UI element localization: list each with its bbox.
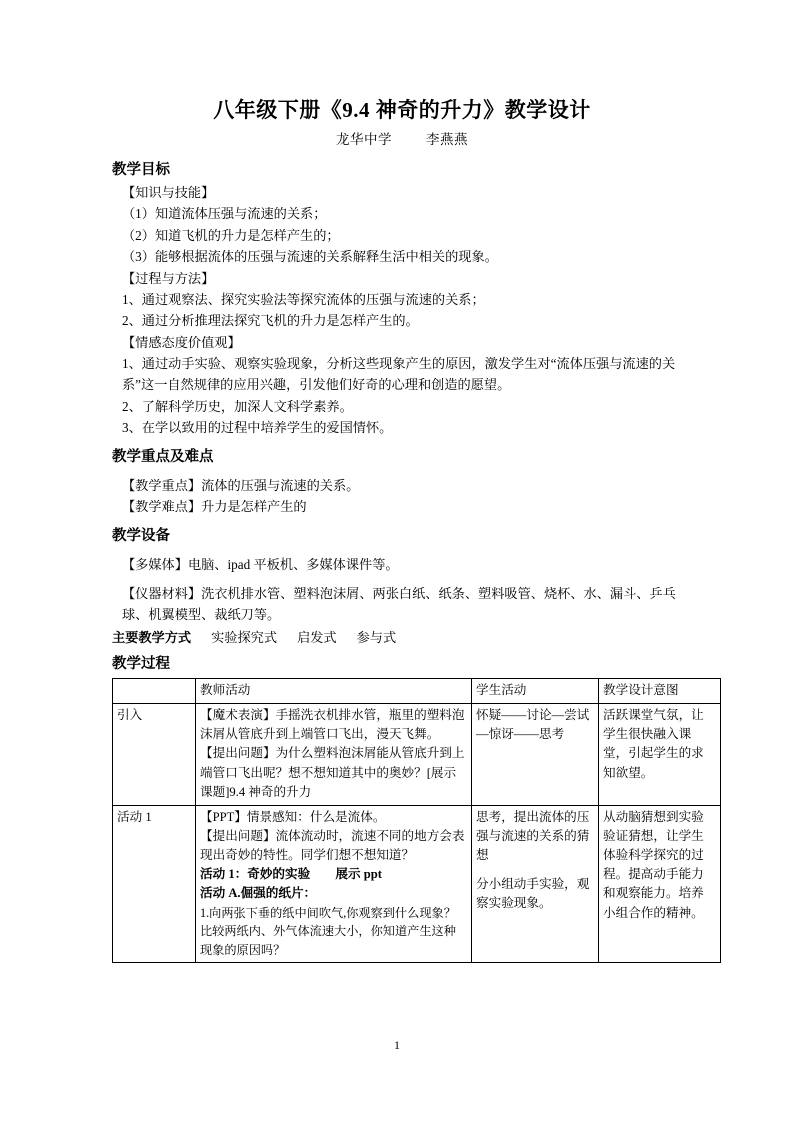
teaching-process-table [112,678,721,963]
row-student-introduction [472,704,599,806]
equipment-materials-label: 【仪器材料】 [122,585,202,601]
student-para-1: 思考，提出流体的压强与流速的关系的猜想 [476,809,590,863]
teaching-methods-line [112,627,692,648]
table-header-teacher: 教师活动 [196,678,472,703]
key-points-difficulty-label: 【教学难点】 [122,499,202,515]
row-student-activity-1 [472,805,599,962]
objectives-knowledge-item-2: （2）知道飞机的升力是怎样产生的； [122,227,340,243]
objectives-knowledge-item-3: （3）能够根据流体的压强与流速的关系解释生活中相关的现象。 [122,249,498,265]
page-title: 八年级下册《9.4 神奇的升力》教学设计 [213,98,591,122]
student-para-2: 分小组动手实验，观察实验现象。 [476,877,590,911]
page-number: 1 [394,1038,400,1052]
equipment-materials-text: 洗衣机排水管、塑料泡沫屑、两张白纸、纸条、塑料吸管、烧杯、水、漏斗、乒乓球、机翼模型、裁纸刀等。 [122,585,676,622]
key-points-difficulty [112,496,692,517]
table-row [113,704,721,806]
objectives-knowledge-item-1: （1）知道流体压强与流速的关系； [122,206,327,222]
teacher-para-1: 【PPT】情景感知：什么是流体。 [200,809,386,824]
equipment-media [112,554,692,575]
intent-para-1: 活跃课堂气氛，让学生很快融入课堂，引起学生的求知欲望。 [603,708,704,780]
teacher-para-2: 【提出问题】流体流动时，流速不同的地方会表现出奇妙的特性。同学们想不想知道？ [200,828,465,863]
row-stage-introduction: 引入 [113,704,196,806]
objectives-process-item-2: 2、通过分析推理法探究飞机的升力是怎样产生的。 [122,313,419,329]
teaching-method-3: 参与式 [356,630,397,646]
objectives-emotion-item-1: 1、通过动手实验、观察实验现象，分析这些现象产生的原因，激发学生对“流体压强与流速的关系”这一自然规律的应用兴趣，引发他们好奇的心理和创造的愿望。 [122,356,676,393]
row-teacher-activity-1 [196,805,472,962]
teacher-para-5: 1.向两张下垂的纸中间吹气,你观察到什么现象？比较两纸内、外气体流速大小，你知道产生这种现象的原因吗？ [200,905,456,957]
document-content [112,96,704,963]
row-intent-introduction [599,704,721,806]
key-points-focus [112,475,692,496]
student-cell-spacer [476,865,594,875]
teacher-para-3: 活动 1：奇妙的实验 展示 ppt [200,867,382,882]
section-heading-key-points: 教学重点及难点 [112,448,214,465]
key-points-focus-label: 【教学重点】 [122,478,202,494]
table-header-stage [113,678,196,703]
objectives-emotion-item-2: 2、了解科学历史，加深人文科学素养。 [122,398,353,414]
author-name: 李燕燕 [426,132,468,148]
table-header-row [113,678,721,703]
equipment-materials [112,583,692,626]
objectives-process-label: 【过程与方法】 [122,270,215,286]
objectives-knowledge-label: 【知识与技能】 [122,185,215,201]
teaching-method-1: 实验探究式 [211,630,278,646]
row-teacher-introduction [196,704,472,806]
table-header-intent: 教学设计意图 [599,678,721,703]
teacher-para-4: 活动 A.倔强的纸片： [200,886,317,901]
section-heading-process: 教学过程 [112,655,170,672]
school-name: 龙华中学 [336,132,392,148]
objectives-process-item-1: 1、通过观察法、探究实验法等探究流体的压强与流速的关系； [122,291,485,307]
equipment-media-text: 电脑、ipad 平板机、多媒体课件等。 [187,557,399,573]
table-header-student: 学生活动 [472,678,599,703]
equipment-media-label: 【多媒体】 [122,557,188,573]
teacher-para-2: 【提出问题】为什么塑料泡沫屑能从管底升到上端管口飞出呢？想不想知道其中的奥妙？[展示课题]9.4 神奇的升力 [200,746,465,799]
table-row [113,805,721,962]
teaching-method-2: 启发式 [297,630,337,646]
row-intent-activity-1 [599,805,721,962]
row-stage-activity-1: 活动 1 [113,805,196,962]
intent-para-1: 从动脑猜想到实验验证猜想，让学生体验科学探究的过程。提高动手能力和观察能力。培养小组合作的精神。 [603,809,704,920]
objectives-emotion-label: 【情感态度价值观】 [122,334,241,350]
key-points-focus-text: 流体的压强与流速的关系。 [201,478,360,494]
author-line [112,130,692,150]
objectives-emotion-item-3: 3、在学以致用的过程中培养学生的爱国情怀。 [122,420,393,436]
teacher-para-1: 【魔术表演】手摇洗衣机排水管，瓶里的塑料泡沫屑从管底升到上端管口飞出，漫天飞舞。 [200,708,465,742]
section-heading-equipment: 教学设备 [112,527,170,544]
section-heading-objectives: 教学目标 [112,161,170,178]
key-points-difficulty-text: 升力是怎样产生的 [201,499,307,515]
teaching-methods-label: 主要教学方式 [112,630,192,646]
student-para-1: 怀疑——讨论—尝试—惊讶——思考 [476,708,590,742]
